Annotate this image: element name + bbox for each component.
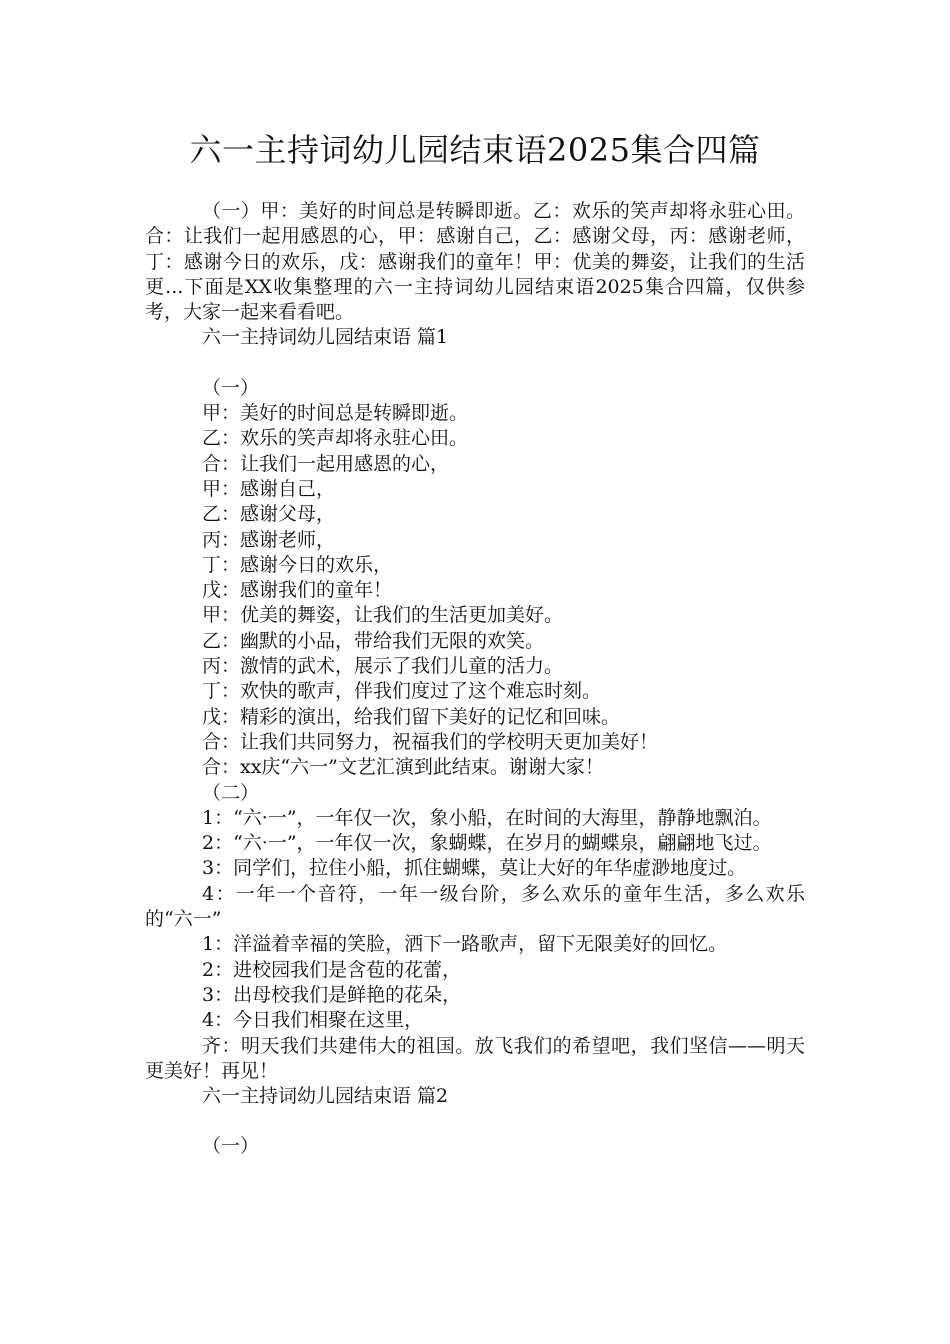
part-label-1-1: （一） (202, 376, 260, 399)
dialogue-line: 甲：优美的舞姿，让我们的生活更加美好。 (202, 604, 564, 627)
document-title: 六一主持词幼儿园结束语2025集合四篇 (189, 131, 761, 169)
section-heading-2: 六一主持词幼儿园结束语 篇2 (202, 1085, 449, 1108)
dialogue-lines (145, 401, 805, 780)
recitation-line: 3：同学们，拉住小船，抓住蝴蝶，莫让大好的年华虚渺地度过。 (202, 857, 747, 880)
part-label-1-2: （二） (202, 781, 260, 804)
dialogue-line: 甲：感谢自己， (202, 477, 336, 500)
dialogue-line: 合：让我们一起用感恩的心， (202, 452, 450, 475)
recitation-line: 1：“六·一”，一年仅一次，象小船，在时间的大海里，静静地飘泊。 (202, 806, 772, 829)
recitation-line: 1：洋溢着幸福的笑脸，洒下一路歌声，留下无限美好的回忆。 (202, 933, 728, 956)
recitation-lines (145, 806, 805, 1084)
dialogue-line: 甲：美好的时间总是转瞬即逝。 (202, 402, 469, 425)
document-body (145, 199, 805, 1160)
dialogue-line: 合：让我们共同努力，祝福我们的学校明天更加美好！ (202, 730, 659, 753)
dialogue-line: 合：xx庆“六一”文艺汇演到此结束。谢谢大家！ (202, 756, 604, 779)
dialogue-line: 丙：激情的武术，展示了我们儿童的活力。 (202, 655, 564, 678)
part-label-2-1: （一） (202, 1135, 260, 1158)
recitation-line: 4：一年一个音符，一年一级台阶，多么欢乐的童年生活，多么欢乐的“六一” (145, 882, 805, 931)
recitation-line: 齐：明天我们共建伟大的祖国。放飞我们的希望吧，我们坚信——明天更美好！再见！ (145, 1034, 805, 1082)
dialogue-line: 乙：欢乐的笑声却将永驻心田。 (202, 427, 469, 450)
dialogue-line: 丙：感谢老师， (202, 528, 336, 551)
dialogue-line: 乙：幽默的小品，带给我们无限的欢笑。 (202, 629, 545, 652)
recitation-line: 2：“六·一”，一年仅一次，象蝴蝶，在岁月的蝴蝶泉，翩翩地飞过。 (202, 832, 772, 855)
dialogue-line: 戊：精彩的演出，给我们留下美好的记忆和回味。 (202, 705, 621, 728)
section-heading-1: 六一主持词幼儿园结束语 篇1 (202, 326, 449, 349)
dialogue-line: 戊：感谢我们的童年！ (202, 579, 393, 602)
recitation-line: 4：今日我们相聚在这里， (202, 1009, 424, 1032)
dialogue-line: 乙：感谢父母， (202, 503, 336, 526)
dialogue-line: 丁：欢快的歌声，伴我们度过了这个难忘时刻。 (202, 680, 602, 703)
recitation-line: 3：出母校我们是鲜艳的花朵， (202, 983, 462, 1006)
dialogue-line: 丁：感谢今日的欢乐， (202, 553, 393, 576)
intro-paragraph: （一）甲：美好的时间总是转瞬即逝。乙：欢乐的笑声却将永驻心田。合：让我们一起用感恩的心，甲：感谢自己，乙：感谢父母，丙：感谢老师，丁：感谢今日的欢乐，戊：感谢我们的童年！甲：优美的舞姿，让我们的生活更...下面是XX收集整理的六一主持词幼儿园结束语2025集合四篇，仅供参考，大家一起来看看吧。 (145, 200, 805, 324)
recitation-line: 2：进校园我们是含苞的花蕾， (202, 958, 462, 981)
